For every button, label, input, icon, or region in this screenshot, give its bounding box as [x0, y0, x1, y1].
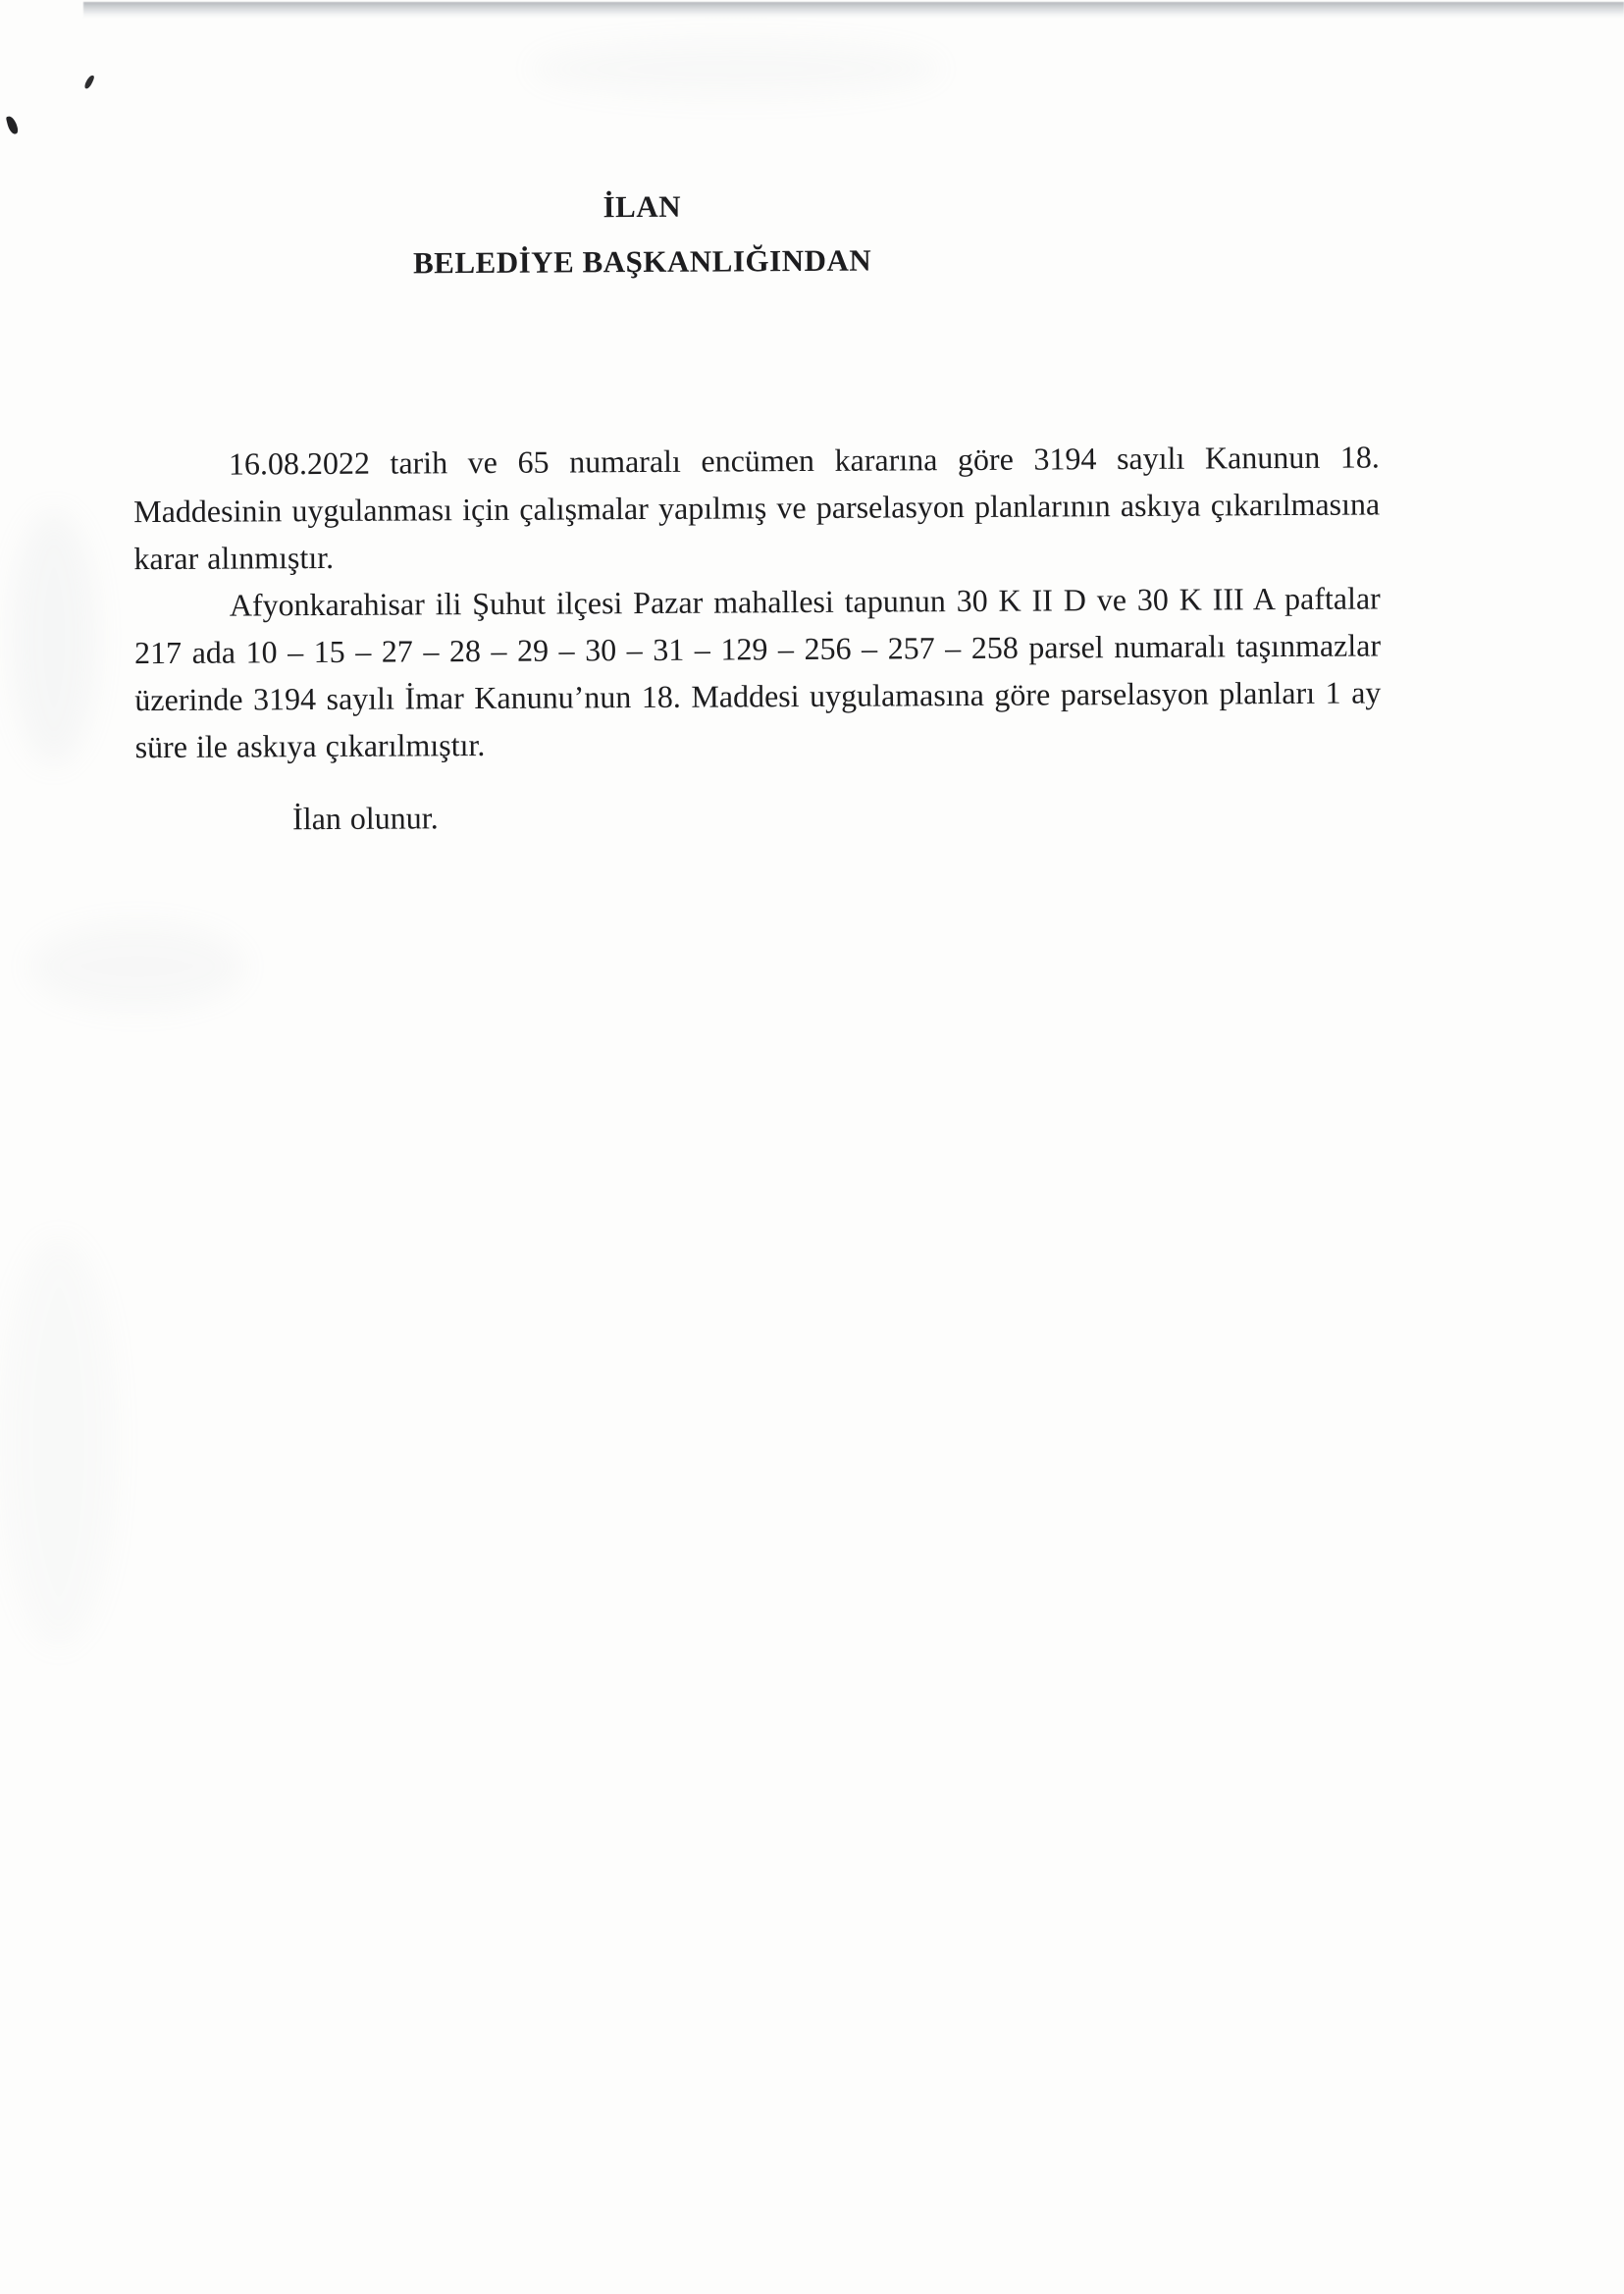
paragraph-council-decision: 16.08.2022 tarih ve 65 numaralı encümen kararına göre 3194 sayılı Kanunun 18. Maddesinin uygulanması için çalışmalar yapılmış ve parselasyon planlarının askıya çıkarılmasına karar alınmıştır.: [133, 439, 1381, 577]
heading-ilan: İLAN: [602, 188, 682, 225]
paper-smudge: [0, 1236, 118, 1648]
paper-smudge: [530, 39, 942, 98]
ink-comma-mark: [6, 115, 19, 135]
heading-belediye-baskanligindan: BELEDİYE BAŞKANLIĞINDAN: [412, 242, 872, 281]
paper-smudge: [29, 922, 245, 1011]
paper-smudge: [10, 510, 98, 765]
paragraph-closing-statement: İlan olunur.: [291, 800, 439, 837]
document-body: [133, 433, 1382, 843]
paragraph-parcel-list: Afyonkarahisar ili Şuhut ilçesi Pazar mahallesi tapunun 30 K II D ve 30 K III A paftalar 217 ada 10 – 15 – 27 – 28 – 29 – 30 – 31 – 129 – 256 – 257 – 258 parsel numaralı taşınmazlar üzerinde 3194 sayılı İmar Kanunu’nun 18. Maddesi uygulamasına göre parselasyon planları 1 ay süre ile askıya çıkarılmıştır.: [133, 580, 1382, 765]
scanner-edge-artifact: [83, 2, 1624, 19]
document-heading: [1, 186, 1283, 283]
ink-speck-mark: [83, 74, 95, 89]
